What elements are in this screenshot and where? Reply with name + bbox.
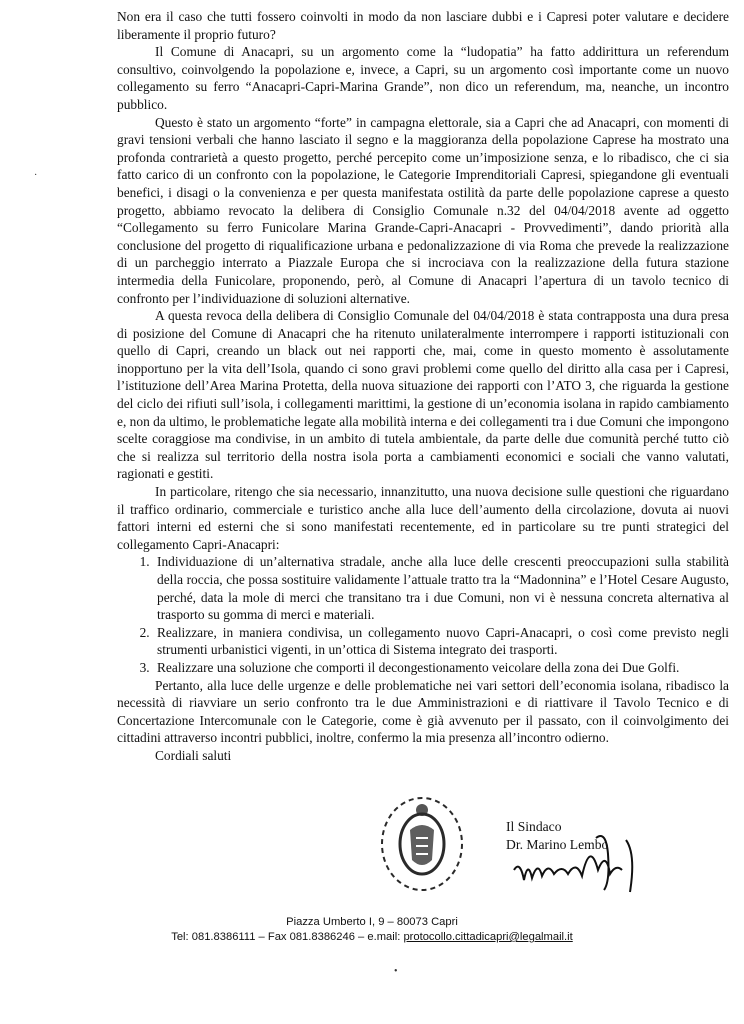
- paragraph-pertanto: Pertanto, alla luce delle urgenze e delle problematiche nei vari settori dell’economia isolana, ribadisco la necessità di riavviare un serio confronto tra le due Amministrazioni e di riattivare il Tavolo Tecnico e di Concertazione Intercomunale con le Categorie, come è già avvenuto per il passato, con il coinvolgimento dei cittadini attraverso incontri pubblici, inoltre, confermo la mia presenza all’incontro odierno.: [117, 677, 729, 746]
- footer-speck: •: [394, 966, 398, 977]
- strategic-points-list: [117, 553, 729, 676]
- paragraph-revoca: A questa revoca della delibera di Consiglio Comunale del 04/04/2018 è stata contrapposta una dura presa di posizione del Comune di Anacapri che ha ritenuto unilateralmente interrompere i rapporti istituzionali con quello di Capri, creando un black out nei rapporti che, mai, come in questo momento è assolutamente inopportuno per la vita dell’Isola, quando ci sono gravi problemi come quello del diritto alla casa per i Capresi, l’istituzione dell’Area Marina Protetta, della nuova situazione dei rapporti con l’ATO 3, che riguarda la gestione del ciclo dei rifiuti sull’isola, i collegamenti marittimi, la gestione di un’economia isolana in rapido cambiamento e, non da ultimo, le problematiche legate alla mobilità interna e dei collegamenti tra i due Comuni che impongono scelte coraggiose ma condivise, in un ambito di tutela ambientale, da parte delle due comunità perché tutto ciò che si realizza sul territorio della nostra isola porta a cambiamenti economici e sociali che vanno valutati, ragionati e gestiti.: [117, 308, 729, 482]
- margin-speck: ·: [34, 170, 38, 181]
- list-item: 3. Realizzare una soluzione che comporti il decongestionamento veicolare della zona dei Due Golfi.: [153, 659, 729, 677]
- paragraph-campaign: Questo è stato un argomento “forte” in campagna elettorale, sia a Capri che ad Anacapri, con momenti di gravi tensioni verbali che hanno lasciato il segno e la maggioranza della popolazione Caprese ha mostrato una profonda contrarietà a questo progetto, perché percepito come un’imposizione senza, e lo ribadisco, che ci sia fatto carico di un confronto con la popolazione, le Categorie Imprenditoriali Capresi, spiegandone gli eventuali benefici, i disagi o la convenienza e per questa manifestata ostilità da parte delle popolazione caprese a questo progetto, abbiamo revocato la delibera di Consiglio Comunale n.32 del 04/04/2018 avente ad oggetto “Collegamento su ferro Funicolare Marina Grande-Capri-Anacapri - Provvedimenti”, dando priorità alla conclusione del progetto di riqualificazione urbana e pedonalizzazione di via Roma che prevede la realizzazione di un parcheggio interrato a Piazzale Europa che si incrociava con la realizzazione della futura stazione intermedia della Funicolare, proponendo, però, al Comune di Anacapri l’apertura di un tavolo tecnico di confronto per l’individuazione di soluzioni alternative.: [117, 114, 729, 306]
- intro-continuation: Non era il caso che tutti fossero coinvolti in modo da non lasciare dubbi e i Capresi poter valutare e decidere liberamente il proprio futuro?: [117, 9, 729, 42]
- list-item: 2. Realizzare, in maniera condivisa, un collegamento nuovo Capri-Anacapri, o così come previsto negli strumenti urbanistici vigenti, in un’ottica di Sistema integrato dei trasporti.: [153, 624, 729, 659]
- signatory-role: Il Sindaco: [506, 819, 562, 834]
- signatory-name: Dr. Marino Lembo: [506, 837, 609, 852]
- list-item: 1. Individuazione di un’alternativa stradale, anche alla luce delle crescenti preoccupazioni sulla stabilità della roccia, che possa sostituire validamente l’attuale tratto tra la “Madonnina” e l’Hotel Cesare Augusto, perché, data la mole di merci che transitano tra i due Comuni, non vi è nessuna concreta alternativa al trasporto su gomma di merci e materiali.: [153, 553, 729, 623]
- footer-email-link[interactable]: protocollo.cittadicapri@legalmail.it: [403, 931, 573, 943]
- municipal-seal-stamp: [372, 790, 472, 898]
- paragraph-ludopatia: Il Comune di Anacapri, su un argomento come la “ludopatia” ha fatto addirittura un referendum consultivo, coinvolgendo la popolazione e, invece, a Capri, su un argomento così importante come un nuovo collegamento su ferro “Anacapri-Capri-Marina Grande”, non dico un referendum, ma, neanche, un incontro pubblico.: [117, 44, 729, 112]
- footer-contacts: [0, 931, 744, 943]
- letter-body: [117, 8, 729, 765]
- handwritten-signature: [506, 830, 646, 900]
- closing-salutation: Cordiali saluti: [155, 747, 232, 763]
- footer-phone-fax: Tel: 081.8386111 – Fax 081.8386246 – e.mail:: [171, 931, 404, 943]
- footer-address: Piazza Umberto I, 9 – 80073 Capri: [286, 916, 458, 928]
- paragraph-particolare: In particolare, ritengo che sia necessario, innanzitutto, una nuova decisione sulle questioni che riguardano il traffico ordinario, commerciale e turistico anche alla luce dell’aumento della circolazione, dovuta ai nuovi fattori interni ed esterni che si sono manifestati recentemente, ed in particolare su tre punti strategici del collegamento Capri-Anacapri:: [117, 484, 729, 552]
